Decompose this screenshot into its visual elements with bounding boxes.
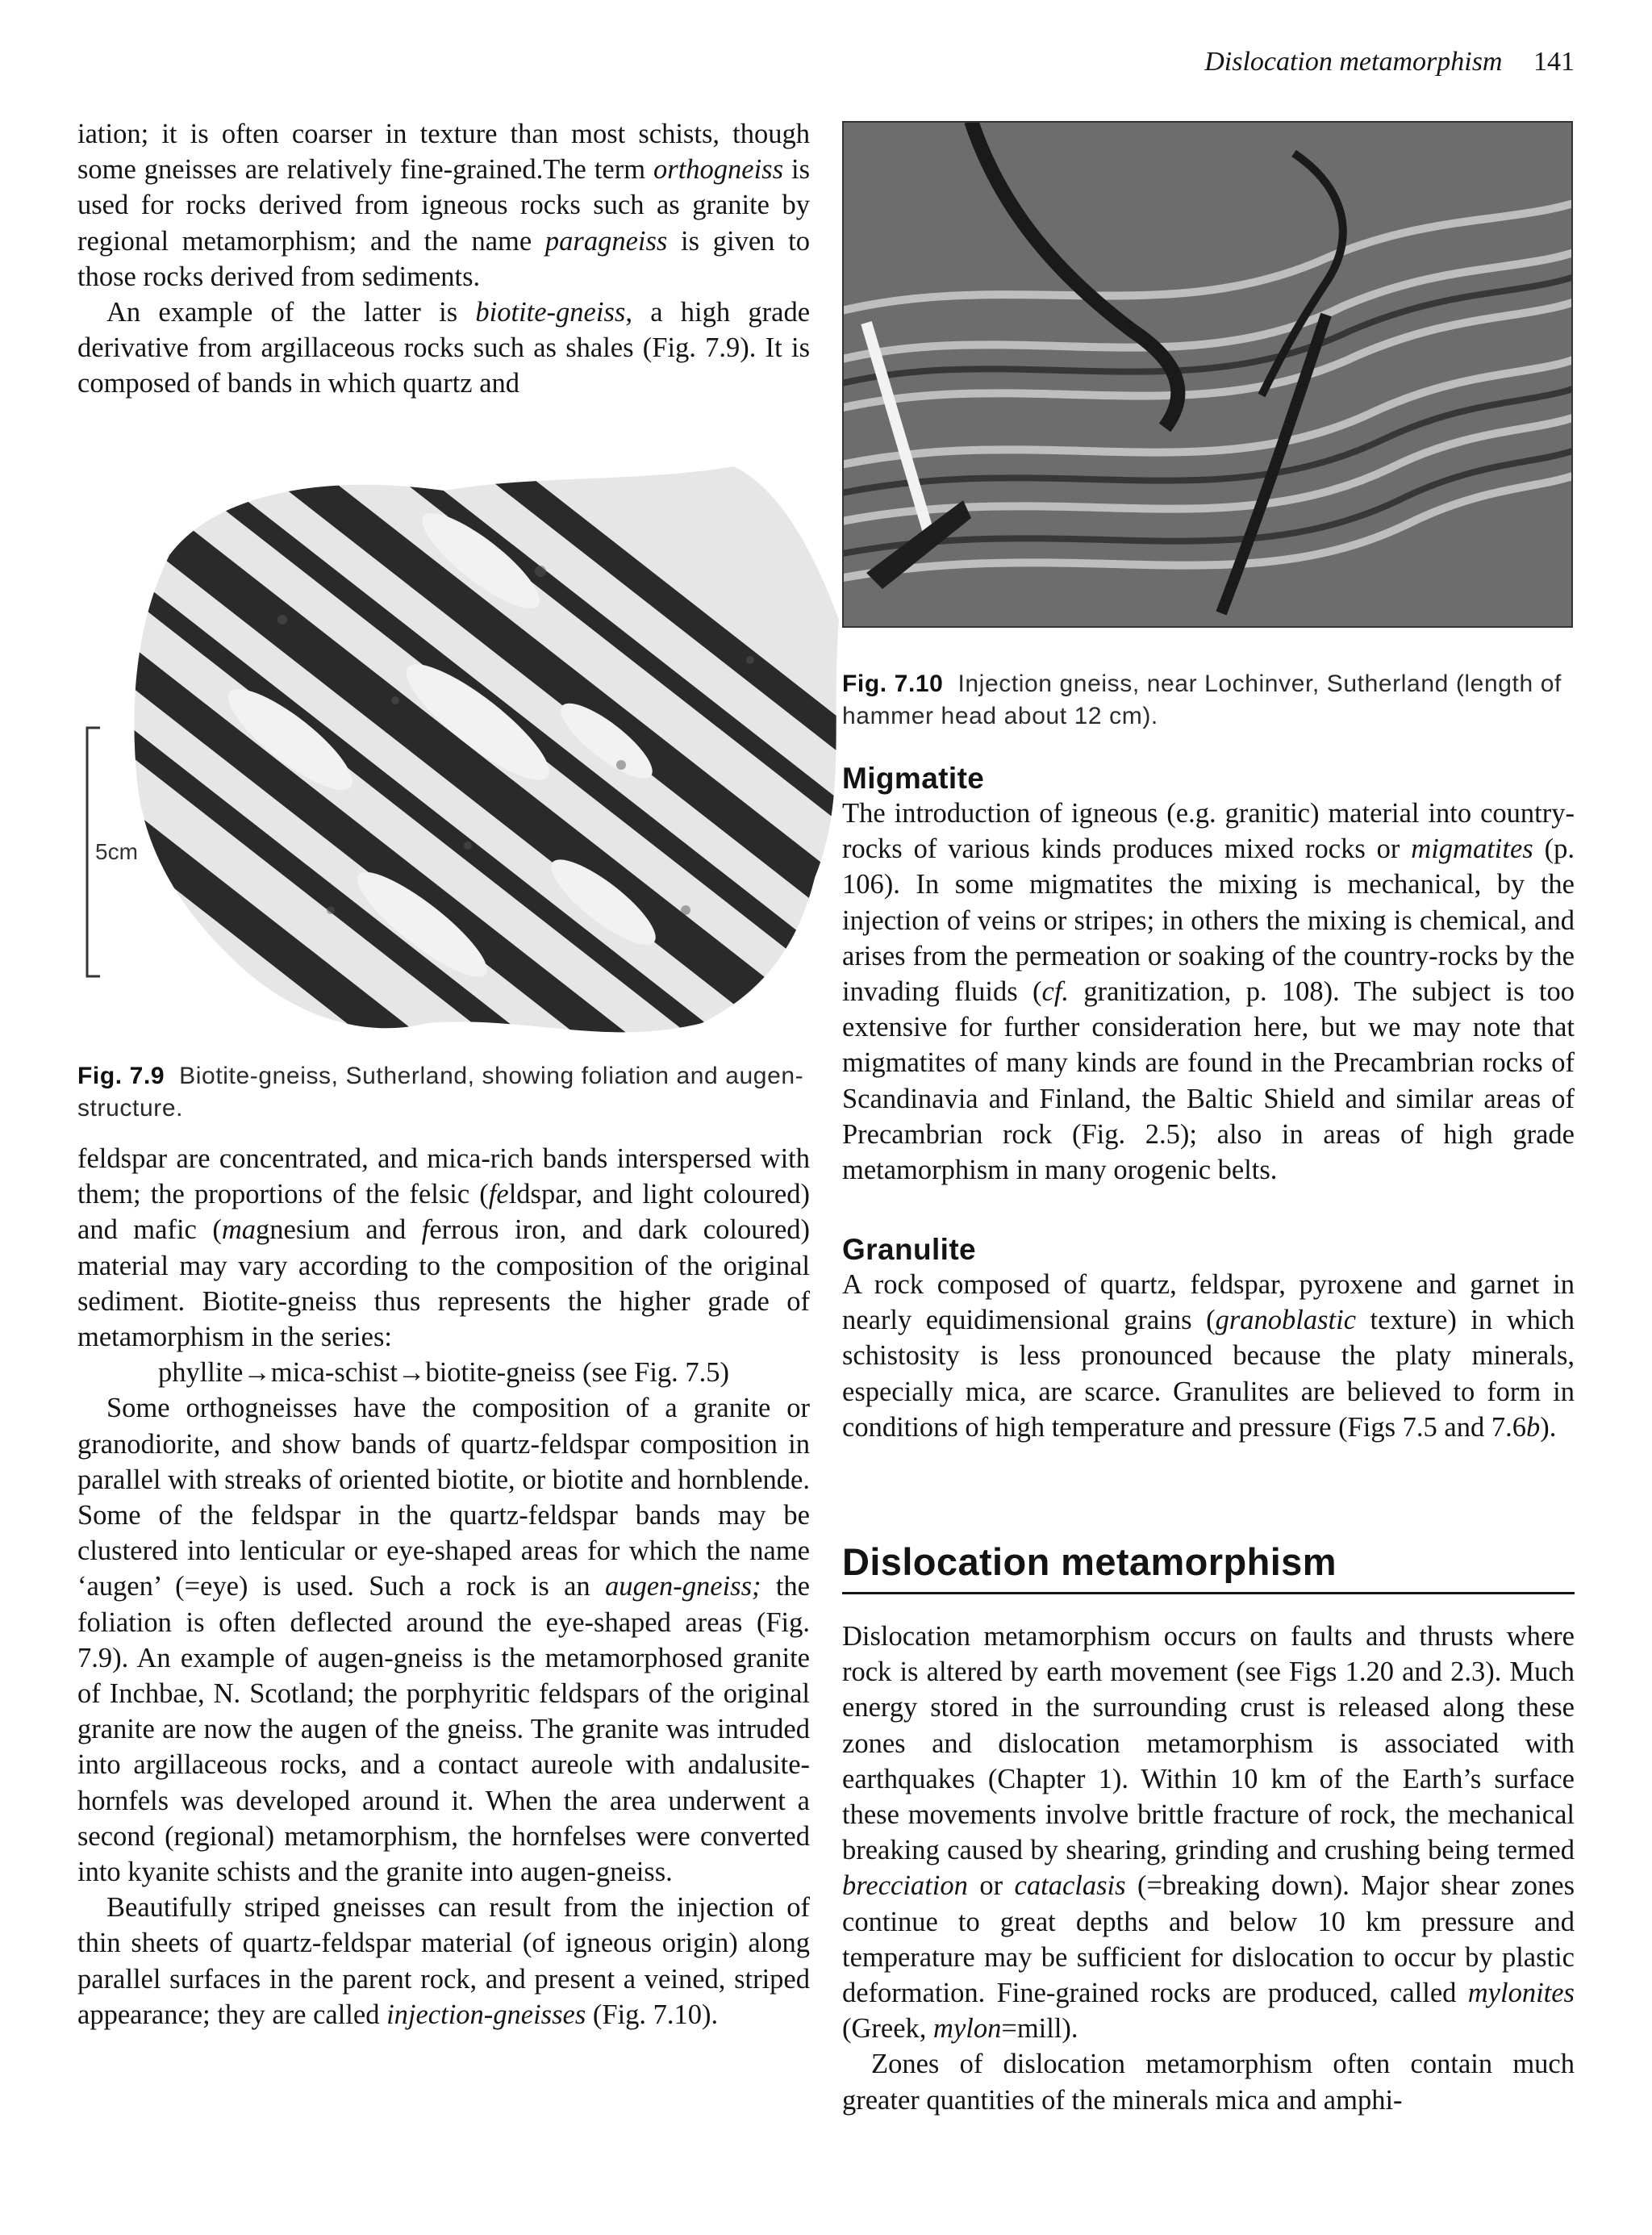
granulite-section [842, 1233, 1575, 1445]
paragraph-feldspar: feldspar are concentrated, and mica-rich bands interspersed with them; the proportions of the felsic (feldspar, and light coloured) and mafic (magnesium and ferrous iron, and dark coloured) material may vary according to the composition of the original sediment. Biotite-gneiss thus represents the higher grade of metamorphism in the series: [77, 1143, 810, 1353]
migmatite-body [842, 796, 1575, 1188]
dislocation-heading: Dislocation metamorphism [842, 1539, 1575, 1594]
running-title: Dislocation metamorphism [1204, 47, 1503, 77]
migmatite-section [842, 762, 1575, 1188]
page-number: 141 [1533, 47, 1575, 77]
italic-term: orthogneiss [653, 154, 784, 186]
dislocation-body [842, 1619, 1575, 2118]
granulite-paragraph: A rock composed of quartz, feldspar, pyroxene and garnet in nearly equidimensional grains (granoblastic texture) in which schistosity is less pronounced because the platy minerals, especially mica, are scarce. Granulites are believed to form in conditions of high temperature and pressure (Figs 7.5 and 7.6b). [842, 1269, 1575, 1443]
running-head [1204, 47, 1575, 77]
left-column-bottom-text [77, 1141, 810, 2032]
figure-7-10-caption [842, 668, 1575, 733]
italic-term: mylonites [1467, 1978, 1575, 2009]
dislocation-paragraph-1: Dislocation metamorphism occurs on faults and thrusts where rock is altered by earth movement (see Figs 1.20 and 2.3). Much energy stored in the surrounding crust is released along these zones and dislocation metamorphism is associated with earthquakes (Chapter 1). Within 10 km of the Earth’s surface these movements involve brittle fracture of rock, the mechanical breaking caused by shearing, grinding and crushing being termed brecciation or cataclasis (=breaking down). Major shear zones continue to great depths and below 10 km pressure and temperature may be sufficient for dislocation to occur by plastic deformation. Fine-grained rocks are produced, called mylonites (Greek, mylon=mill). [842, 1621, 1575, 2045]
dislocation-paragraph-2: Zones of dislocation metamorphism often contain much greater quantities of the minerals mica and amphi- [842, 2049, 1575, 2116]
injection-gneiss-photo [842, 121, 1573, 628]
italic-term: cataclasis [1014, 1870, 1126, 1902]
left-column-top [77, 116, 810, 402]
paragraph-augen-gneiss: Some orthogneisses have the composition of a granite or granodiorite, and show bands of quartz-feldspar composition in parallel with streaks of oriented biotite, or biotite and hornblende. Some of the feldspar in the quartz-feldspar bands may be clustered into lenticular or eye-shaped areas for which the name ‘augen’ (=eye) is used. Such a rock is an augen-gneiss; the foliation is often deflected around the eye-shaped areas (Fig. 7.9). An example of augen-gneiss is the metamorphosed granite of Inchbae, N. Scotland; the porphyritic feldspars of the original granite are now the augen of the gneiss. The granite was intruded into argillaceous rocks, and a contact aureole with andalusite-hornfels was developed around it. When the area underwent a second (regional) metamorphism, the hornfelses were converted into kyanite schists and the granite into augen-gneiss. [77, 1393, 810, 1888]
italic-term: biotite-gneiss [475, 297, 626, 328]
italic-term: f [421, 1214, 430, 1246]
italic-term: cf. [1041, 976, 1070, 1008]
figure-7-9-label: Fig. 7.9 [77, 1063, 165, 1089]
granulite-body [842, 1267, 1575, 1445]
dislocation-section [842, 1539, 1575, 2118]
paragraph-biotite-gneiss: An example of the latter is biotite-gneiss, a high grade derivative from argillaceous rocks such as shales (Fig. 7.9). It is composed of bands in which quartz and [77, 297, 811, 399]
italic-term: injection-gneisses [386, 1999, 586, 2030]
italic-term: migmatites [1411, 833, 1533, 865]
figure-7-10-label: Fig. 7.10 [842, 670, 944, 697]
italic-term: augen-gneiss; [604, 1571, 761, 1602]
italic-term: b [1525, 1411, 1541, 1443]
granulite-heading: Granulite [842, 1233, 977, 1266]
italic-term: ma [221, 1214, 256, 1246]
italic-term: brecciation [842, 1870, 968, 1902]
figure-7-9-caption [77, 1060, 810, 1125]
left-column-bottom [77, 1141, 810, 2032]
migmatite-paragraph: The introduction of igneous (e.g. granitic) material into country-rocks of various kinds produces mixed rocks or migmatites (p. 106). In some migmatites the mixing is mechanical, by the injection of veins or stripes; in others the mixing is chemical, and arises from the permeation or soaking of the country-rocks by the invading fluids (cf. granitization, p. 108). The subject is too extensive for further consideration here, but we may note that migmatites of many kinds are found in the Precambrian rocks of Scandinavia and Finland, the Baltic Shield and similar areas of Precambrian rock (Fig. 2.5); also in areas of high grade metamorphism in many orogenic belts. [842, 798, 1575, 1186]
figure-7-10-caption-text: Injection gneiss, near Lochinver, Sutherland (length of hammer head about 12 cm). [842, 670, 1562, 729]
italic-term: paragneiss [544, 225, 668, 257]
italic-term: granoblastic [1215, 1305, 1357, 1336]
italic-term: fe [488, 1179, 509, 1210]
figure-7-9-caption-text: Biotite-gneiss, Sutherland, showing foliation and augen-structure. [77, 1063, 804, 1122]
italic-term: mylon [933, 2013, 1002, 2045]
metamorphic-series-line: phyllite→mica-schist→biotite-gneiss (see Fig. 7.5) [157, 1357, 730, 1389]
paragraph-injection-gneiss: Beautifully striped gneisses can result from the injection of thin sheets of quartz-feldspar material (of igneous origin) along parallel surfaces in the parent rock, and present a veined, striped appearance; they are called injection-gneisses (Fig. 7.10). [77, 1892, 810, 2030]
migmatite-heading: Migmatite [842, 762, 985, 795]
paragraph-orthogneiss-text: iation; it is often coarser in texture than most schists, though some gneisses are relatively fine-grained.The term orthogneiss is used for rocks derived from igneous rocks such as granite by regional metamorphism; and the name paragneiss is given to those rocks derived from sediments. [77, 119, 811, 292]
scale-label: 5cm [95, 839, 138, 864]
biotite-gneiss-specimen-image [121, 458, 849, 1049]
paragraph-orthogneiss [77, 116, 810, 402]
